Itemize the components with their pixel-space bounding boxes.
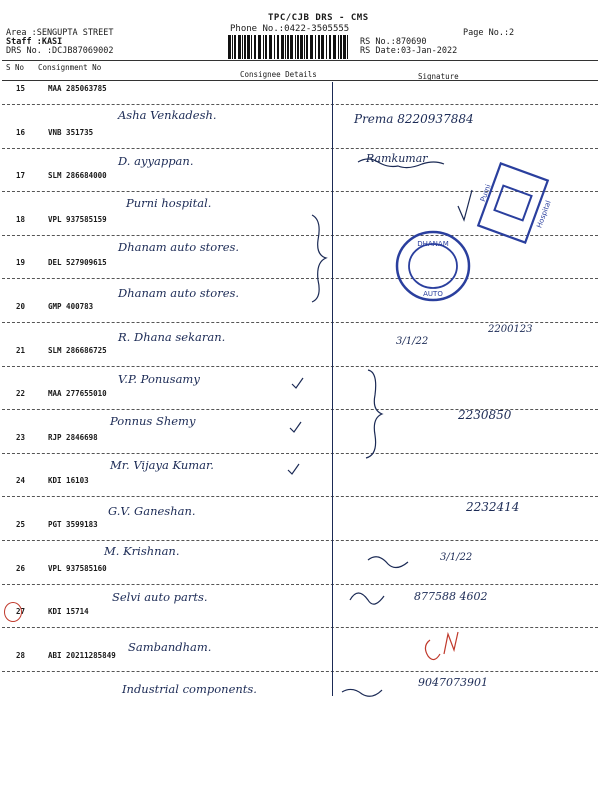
handwritten-name: Dhanam auto stores. bbox=[118, 240, 240, 254]
signature-text: 9047073901 bbox=[418, 676, 488, 689]
signature-stroke bbox=[350, 593, 384, 604]
consignment-number: SLM 286684000 bbox=[48, 171, 107, 181]
col-signature: Signature bbox=[418, 72, 459, 81]
document-title: TPC/CJB DRS - CMS bbox=[268, 13, 369, 23]
handwritten-name: Asha Venkadesh. bbox=[118, 108, 217, 122]
serial-number: 25 bbox=[16, 520, 26, 529]
serial-number: 26 bbox=[16, 563, 26, 573]
consignment-number: MAA 277655010 bbox=[48, 389, 107, 399]
signature-text: Ramkumar bbox=[366, 152, 428, 165]
handwritten-name: Mr. Vijaya Kumar. bbox=[110, 458, 214, 472]
red-initial-mark bbox=[425, 632, 458, 660]
rs-date: RS Date:03-Jan-2022 bbox=[360, 46, 458, 56]
brace-mark bbox=[366, 370, 382, 458]
signature-text: 2200123 bbox=[488, 324, 533, 335]
brace-mark bbox=[312, 215, 326, 302]
serial-number: 20 bbox=[16, 302, 26, 311]
serial-number: 15 bbox=[16, 84, 26, 93]
serial-number: 18 bbox=[16, 214, 26, 224]
handwritten-name: Selvi auto parts. bbox=[112, 590, 208, 604]
drs-number: DRS No. :DCJB87069002 bbox=[6, 46, 114, 56]
stamp-text: Purni bbox=[478, 183, 493, 203]
handwritten-name: M. Krishnan. bbox=[104, 544, 180, 558]
consignment-number: GMP 400783 bbox=[48, 302, 94, 311]
handwritten-name: R. Dhana sekaran. bbox=[118, 330, 226, 344]
handwritten-name: Industrial components. bbox=[122, 682, 257, 696]
consignment-number: ABI 20211285849 bbox=[48, 650, 116, 660]
tick-mark bbox=[292, 378, 303, 388]
serial-number: 27 bbox=[16, 607, 26, 617]
serial-number: 16 bbox=[16, 127, 26, 137]
staff-label: Staff :KASI bbox=[6, 37, 63, 47]
consignment-number: VPL 937585160 bbox=[48, 563, 107, 573]
page-number: Page No.:2 bbox=[463, 28, 515, 38]
dhanam-stamp bbox=[392, 226, 474, 306]
handwritten-name: V.P. Ponusamy bbox=[118, 372, 200, 386]
consignment-number: SLM 286686725 bbox=[48, 345, 107, 355]
consignment-number: PGT 3599183 bbox=[48, 520, 98, 529]
handwritten-name: Purni hospital. bbox=[126, 196, 212, 210]
handwritten-name: Dhanam auto stores. bbox=[118, 286, 240, 300]
handwritten-name: D. ayyappan. bbox=[118, 154, 194, 168]
tick-mark bbox=[290, 422, 301, 432]
col-consignment: Consignment No bbox=[38, 63, 102, 72]
serial-number: 21 bbox=[16, 345, 26, 355]
signature-stroke bbox=[368, 557, 408, 568]
consignment-number: DEL 527909615 bbox=[48, 258, 107, 268]
signature-text: 2230850 bbox=[458, 408, 512, 422]
stamp-text: AUTO bbox=[423, 290, 443, 298]
stamp-text: Hospital bbox=[535, 199, 553, 230]
consignment-number: VPL 937585159 bbox=[48, 214, 107, 224]
handwritten-name: Ponnus Shemy bbox=[110, 414, 196, 428]
consignment-number: KDI 15714 bbox=[48, 607, 89, 617]
tick-mark bbox=[288, 464, 299, 474]
signature-text: Prema 8220937884 bbox=[354, 112, 474, 126]
signature-stroke bbox=[342, 689, 382, 696]
stamp-text: DHANAM bbox=[417, 240, 449, 248]
consignment-number: RJP 2846698 bbox=[48, 432, 98, 442]
handwritten-name: G.V. Ganeshan. bbox=[108, 504, 196, 518]
serial-number: 22 bbox=[16, 389, 26, 399]
consignment-number: KDI 16103 bbox=[48, 476, 89, 486]
consignment-number: VNB 351735 bbox=[48, 127, 94, 137]
signature-text: 877588 4602 bbox=[414, 590, 488, 603]
serial-number: 23 bbox=[16, 432, 26, 442]
signature-text: 3/1/22 bbox=[440, 552, 473, 563]
signature-text: 3/1/22 bbox=[396, 336, 429, 347]
signature-text: 2232414 bbox=[466, 500, 520, 514]
row-27-circle-mark bbox=[4, 602, 22, 622]
consignment-number: MAA 285063785 bbox=[48, 84, 107, 93]
rs-number: RS No.:870690 bbox=[360, 37, 427, 47]
serial-number: 28 bbox=[16, 650, 26, 660]
serial-number: 17 bbox=[16, 171, 26, 181]
serial-number: 24 bbox=[16, 476, 26, 486]
hospital-stamp bbox=[470, 160, 556, 246]
serial-number: 19 bbox=[16, 258, 26, 268]
area-label: Area :SENGUPTA STREET bbox=[6, 28, 114, 38]
phone-number: Phone No.:0422-3505555 bbox=[230, 24, 350, 34]
col-consignee: Consignee Details bbox=[240, 70, 317, 79]
handwritten-name: Sambandham. bbox=[128, 640, 212, 654]
col-sno: S No bbox=[6, 63, 25, 72]
